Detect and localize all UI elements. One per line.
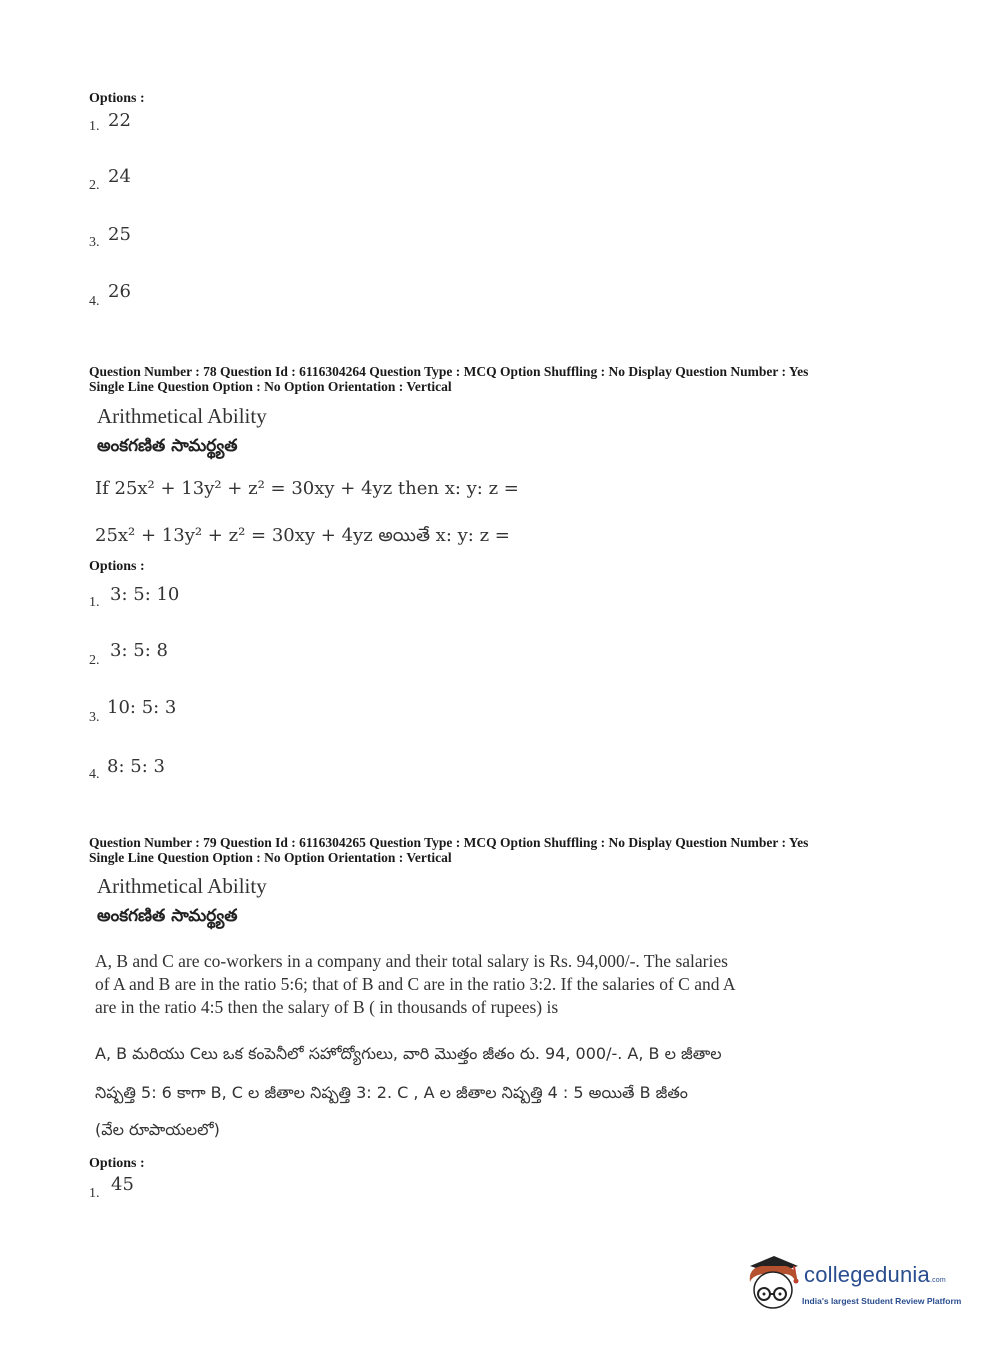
question-meta-line1: Question Number : 79 Question Id : 6116304265 Question Type : MCQ Option Shuffling : No Display Question Number : Yes xyxy=(89,835,809,850)
option-number: 4. xyxy=(89,294,100,309)
option-number: 3. xyxy=(89,710,100,725)
option-value: 22 xyxy=(108,110,131,131)
option-value: 25 xyxy=(108,224,131,245)
option-number: 2. xyxy=(89,178,100,193)
question-text xyxy=(95,950,855,1019)
question-line-telugu: (వేల రూపాయలలో) xyxy=(95,1120,220,1139)
option-value: 26 xyxy=(108,281,131,302)
section-title: Arithmetical Ability xyxy=(97,404,267,428)
option-value: 45 xyxy=(111,1174,134,1195)
collegedunia-logo xyxy=(744,1252,970,1314)
question-meta-line1: Question Number : 78 Question Id : 6116304264 Question Type : MCQ Option Shuffling : No Display Question Number : Yes xyxy=(89,364,809,379)
question-meta-line2: Single Line Question Option : No Option Orientation : Vertical xyxy=(89,379,452,394)
option-number: 4. xyxy=(89,767,100,782)
option-number: 1. xyxy=(89,595,100,610)
option-number: 1. xyxy=(89,1186,100,1201)
options-label: Options : xyxy=(89,91,145,106)
section-title-telugu: అంకగణిత సామర్థ్యత xyxy=(97,436,238,456)
option-value: 24 xyxy=(108,166,131,187)
option-number: 1. xyxy=(89,119,100,134)
question-line: of A and B are in the ratio 5:6; that of B and C are in the ratio 3:2. If the salaries of C and A xyxy=(95,974,736,994)
options-label: Options : xyxy=(89,559,145,574)
question-meta-line2: Single Line Question Option : No Option Orientation : Vertical xyxy=(89,850,452,865)
option-value: 3: 5: 8 xyxy=(110,640,168,661)
option-value: 8: 5: 3 xyxy=(107,756,165,777)
question-text-telugu: 25x² + 13y² + z² = 30xy + 4yz అయితే x: y: z = xyxy=(95,525,510,546)
question-line-telugu: A, B మరియు Cలు ఒక కంపెనీలో సహోద్యోగులు, వారి మొత్తం జీతం రు. 94, 000/-. A, B ల జీతాల xyxy=(95,1044,722,1063)
option-number: 2. xyxy=(89,653,100,668)
option-number: 3. xyxy=(89,235,100,250)
question-line-telugu: నిష్పత్తి 5: 6 కాగా B, C ల జీతాల నిష్పత్తి 3: 2. C , A ల జీతాల నిష్పత్తి 4 : 5 అయితే B జీతం xyxy=(95,1083,688,1102)
options-label: Options : xyxy=(89,1156,145,1171)
logo-brand: collegedunia.com xyxy=(804,1262,946,1287)
section-title-telugu: అంకగణిత సామర్థ్యత xyxy=(97,906,238,926)
logo-tagline: India's largest Student Review Platform xyxy=(802,1296,962,1306)
section-title: Arithmetical Ability xyxy=(97,874,267,898)
mascot-icon xyxy=(744,1252,804,1314)
question-line: A, B and C are co-workers in a company and their total salary is Rs. 94,000/-. The salaries xyxy=(95,951,728,971)
question-text: If 25x² + 13y² + z² = 30xy + 4yz then x: y: z = xyxy=(95,478,519,499)
option-value: 10: 5: 3 xyxy=(107,697,177,718)
option-value: 3: 5: 10 xyxy=(110,584,180,605)
question-line: are in the ratio 4:5 then the salary of B ( in thousands of rupees) is xyxy=(95,997,559,1017)
